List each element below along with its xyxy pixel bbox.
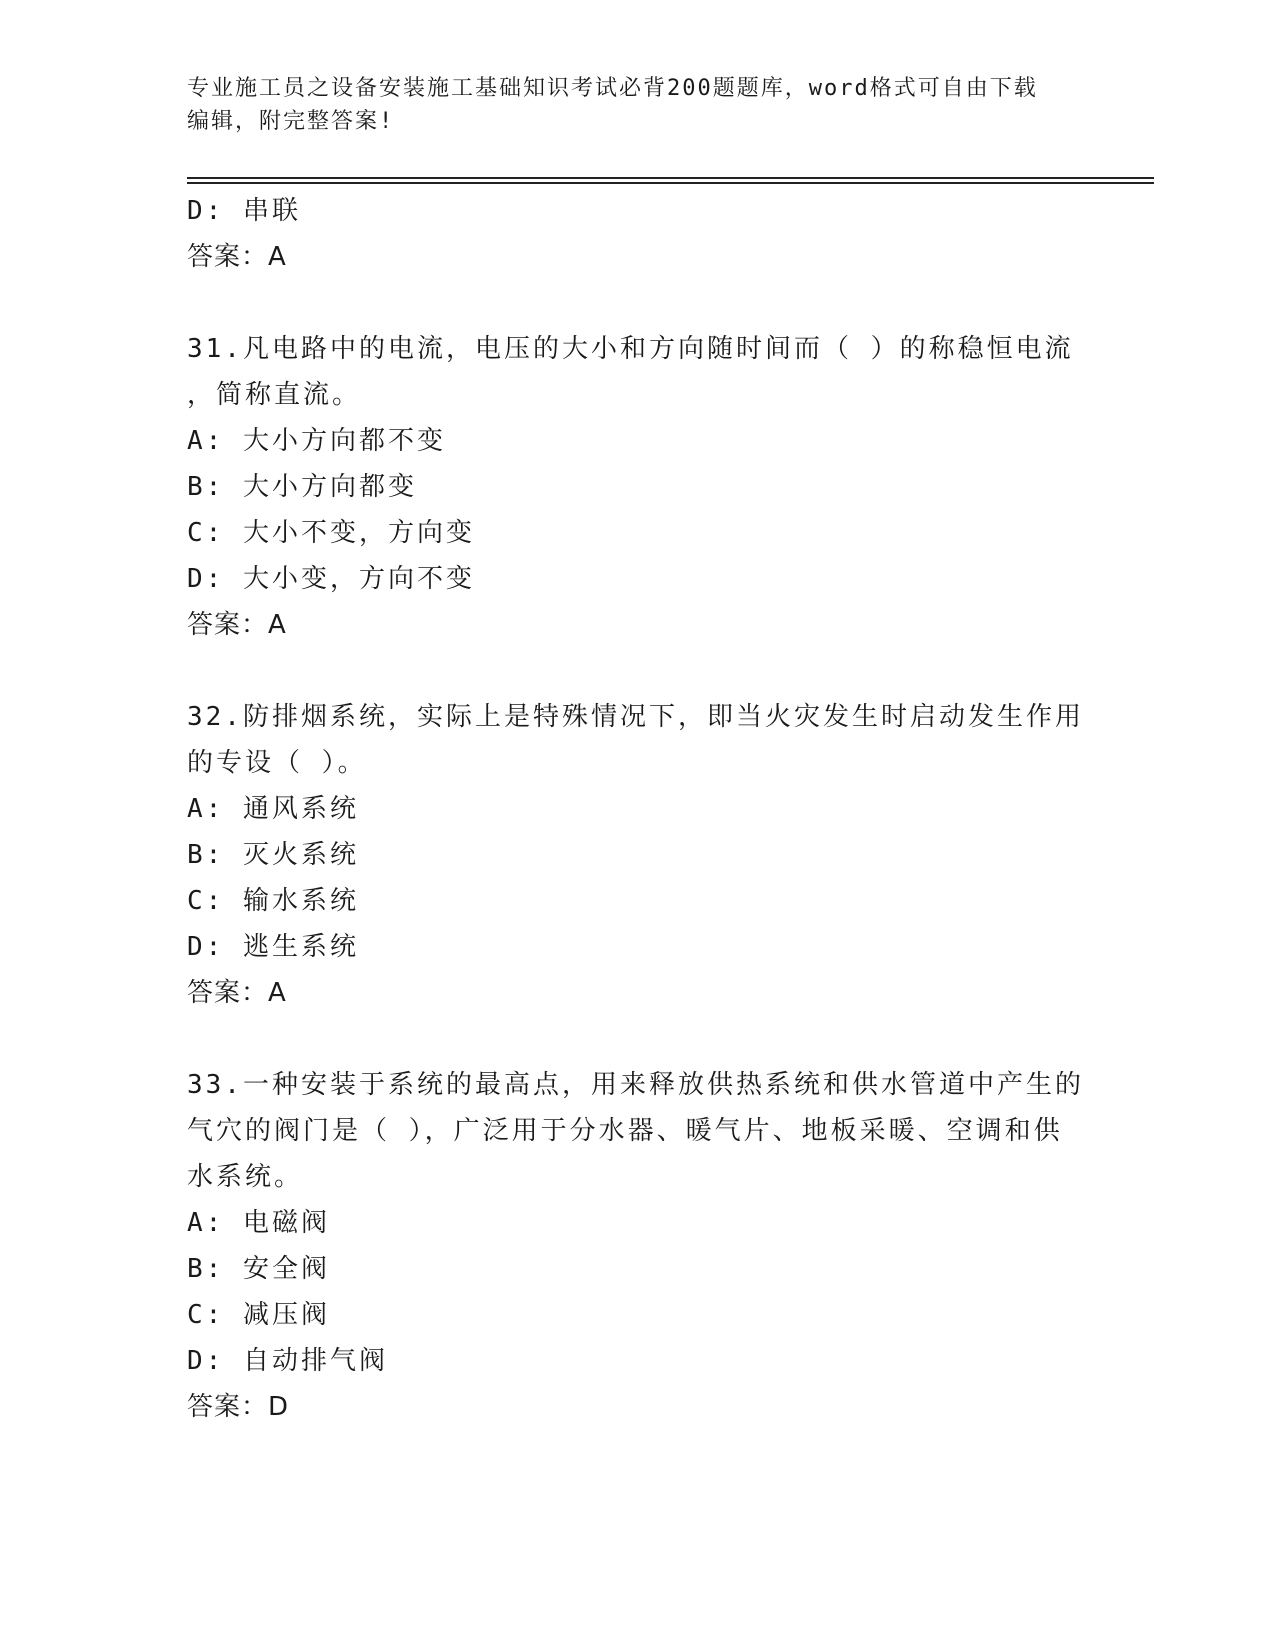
option-b: B: 大小方向都变 — [187, 472, 417, 502]
header-line-1: 专业施工员之设备安装施工基础知识考试必背200题题库，word格式可自由下载 — [187, 76, 1038, 101]
answer-line: 答案：A — [187, 978, 287, 1008]
question-31 — [187, 326, 1087, 648]
option-d: D: 串联 — [187, 196, 301, 226]
header-divider-top — [187, 177, 1154, 179]
option-c: C: 大小不变，方向变 — [187, 518, 475, 548]
option-b: B: 安全阀 — [187, 1254, 330, 1284]
question-stem-line: 气穴的阀门是（ ），广泛用于分水器、暖气片、地板采暖、空调和供 — [187, 1116, 1063, 1146]
question-stem-line: 31.凡电路中的电流，电压的大小和方向随时间而（ ）的称稳恒电流 — [187, 334, 1074, 364]
question-stem-line: 32.防排烟系统，实际上是特殊情况下，即当火灾发生时启动发生作用 — [187, 702, 1084, 732]
question-stem-line: 水系统。 — [187, 1162, 304, 1192]
question-list — [187, 188, 1087, 1430]
option-b: B: 灭火系统 — [187, 840, 359, 870]
header-line-2: 编辑，附完整答案! — [187, 109, 395, 134]
question-33 — [187, 1062, 1087, 1430]
question-stem-line: ，简称直流。 — [187, 380, 362, 410]
document-header — [187, 72, 1067, 138]
answer-line: 答案：A — [187, 610, 287, 640]
option-a: A: 电磁阀 — [187, 1208, 330, 1238]
header-divider-bottom — [187, 182, 1154, 184]
option-d: D: 大小变，方向不变 — [187, 564, 475, 594]
option-d: D: 逃生系统 — [187, 932, 359, 962]
option-c: C: 减压阀 — [187, 1300, 330, 1330]
question-stem-line: 的专设（ ）。 — [187, 748, 367, 778]
option-c: C: 输水系统 — [187, 886, 359, 916]
option-a: A: 大小方向都不变 — [187, 426, 446, 456]
option-a: A: 通风系统 — [187, 794, 359, 824]
previous-question-tail — [187, 188, 1087, 280]
answer-line: 答案：D — [187, 1392, 290, 1422]
question-stem-line: 33.一种安装于系统的最高点，用来释放供热系统和供水管道中产生的 — [187, 1070, 1084, 1100]
answer-line: 答案：A — [187, 242, 287, 272]
option-d: D: 自动排气阀 — [187, 1346, 388, 1376]
question-32 — [187, 694, 1087, 1016]
